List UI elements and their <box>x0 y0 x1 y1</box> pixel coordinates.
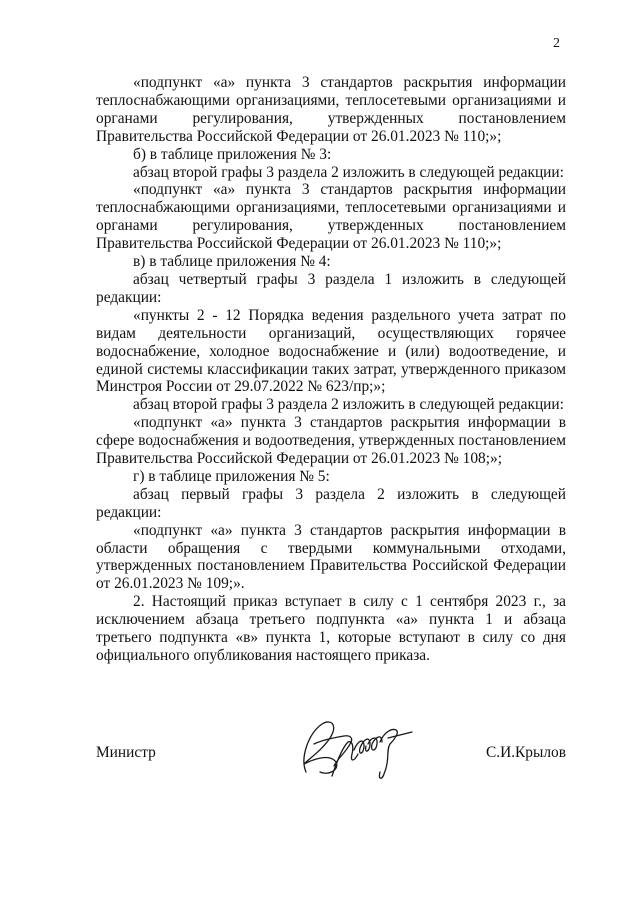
paragraph: «подпункт «а» пункта 3 стандартов раскрытия информации теплоснабжающими организациями, теплосетевыми организациями и органами регулирования, утвержденных постановлением Правительства Российской Федерации от 26.01.2023 № 110;»; <box>96 74 566 145</box>
paragraph: абзац четвертый графы 3 раздела 1 изложить в следующей редакции: <box>96 270 566 306</box>
paragraph: «подпункт «а» пункта 3 стандартов раскрытия информации теплоснабжающими организациями, теплосетевыми организациями и органами регулирования, утвержденных постановлением Правительства Российской Федерации от 26.01.2023 № 110;»; <box>96 181 566 253</box>
signatory-title: Министр <box>96 744 156 761</box>
document-body <box>96 74 566 665</box>
page-number: 2 <box>553 36 560 51</box>
paragraph: 2. Настоящий приказ вступает в силу с 1 сентября 2023 г., за исключением абзаца третьего подпункта «а» пункта 1 и абзаца третьего подпункта «в» пункта 1, которые вступают в силу со дня официального опубликования настоящего приказа. <box>96 593 566 664</box>
signature-block <box>96 714 566 794</box>
handwritten-signature <box>292 714 422 786</box>
paragraph: абзац второй графы 3 раздела 2 изложить в следующей редакции: <box>133 163 564 181</box>
signatory-name: С.И.Крылов <box>485 744 566 761</box>
paragraph: абзац второй графы 3 раздела 2 изложить в следующей редакции: <box>133 396 564 414</box>
paragraph: «пункты 2 - 12 Порядка ведения раздельного учета затрат по видам деятельности организаций, осуществляющих горячее водоснабжение, холодное водоснабжение и (или) водоотведение, и единой системы классификации таких затрат, утвержденного приказом Минстроя России от 29.07.2022 № 623/пр;»; <box>96 306 566 396</box>
paragraph: в) в таблице приложения № 4: <box>133 253 331 271</box>
paragraph: б) в таблице приложения № 3: <box>133 145 332 163</box>
paragraph: «подпункт «а» пункта 3 стандартов раскрытия информации в сфере водоснабжения и водоотведения, утвержденных постановлением Правительства Российской Федерации от 26.01.2023 № 108;»; <box>96 414 566 468</box>
paragraph: «подпункт «а» пункта 3 стандартов раскрытия информации в области обращения с твердыми коммунальными отходами, утвержденных постановлением Правительства Российской Федерации от 26.01.2023 № 109;». <box>96 521 566 593</box>
paragraph: абзац первый графы 3 раздела 2 изложить в следующей редакции: <box>96 485 566 521</box>
paragraph: г) в таблице приложения № 5: <box>133 467 330 485</box>
